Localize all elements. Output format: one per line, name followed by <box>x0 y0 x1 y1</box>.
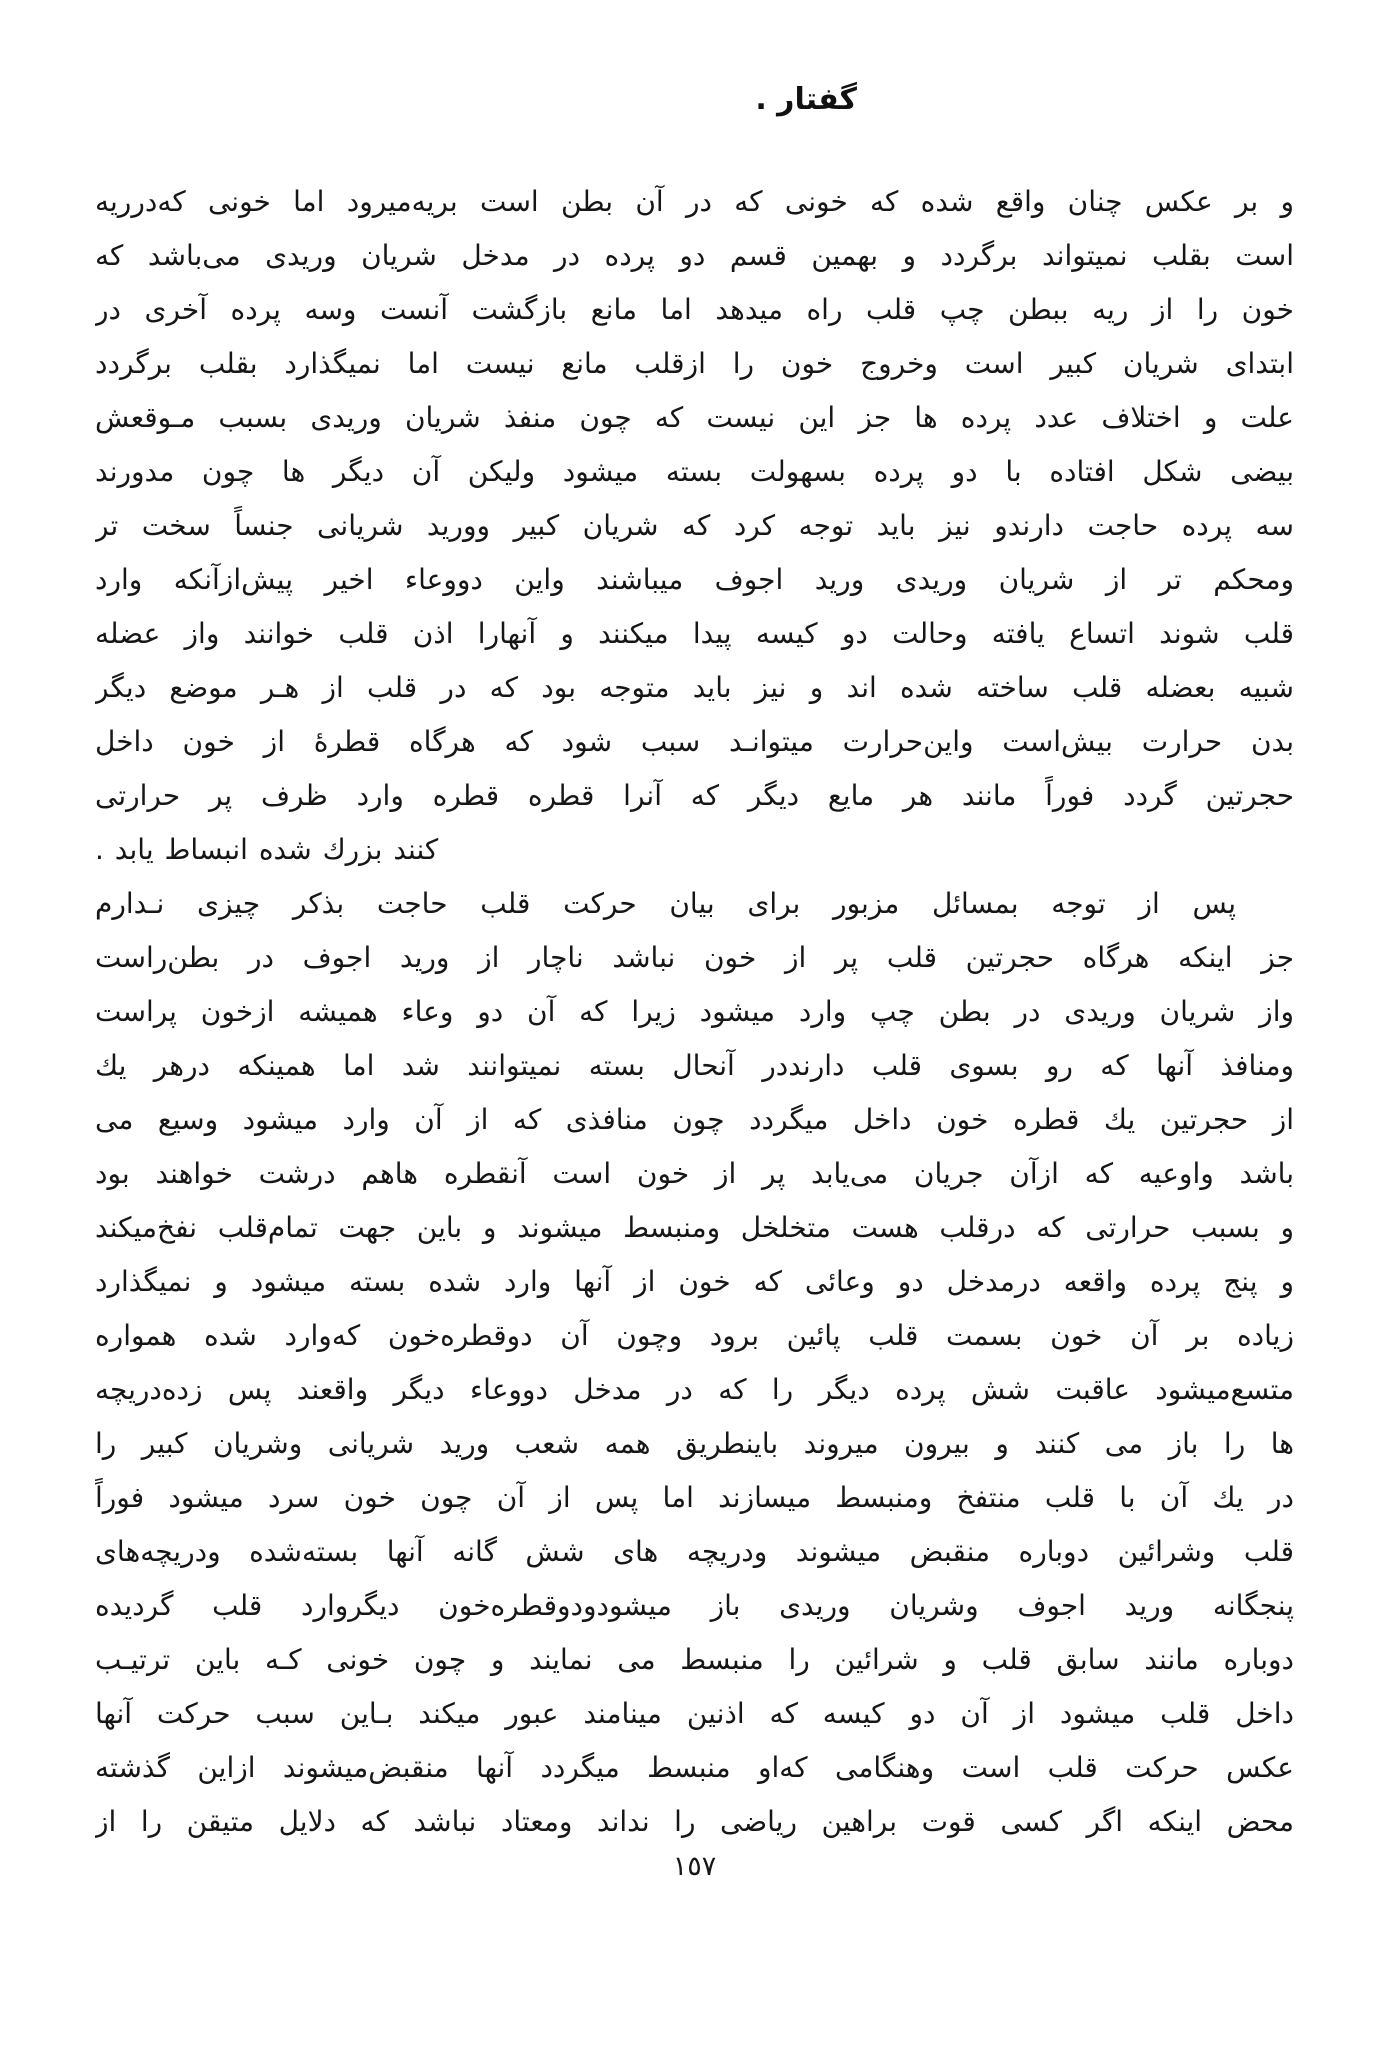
chapter-heading: گفتار . <box>755 82 857 117</box>
text-line: جز اینکه هرگاه حجرتین قلب پر از خون نباشد ناچار از ورید اجوف در بطن‌راست <box>95 941 1294 974</box>
text-line: کنند بزرك شده انبساط یابد . <box>95 833 439 866</box>
text-line: ها را باز می کنند و بیرون میروند باینطریق همه شعب ورید شریانی وشریان کبیر را <box>95 1427 1294 1460</box>
text-line: پس از توجه بمسائل مزبور برای بیان حرکت قلب حاجت بذکر چیزی نـدارم <box>95 887 1236 920</box>
text-line: و پنج پرده واقعه درمدخل دو وعائی که خون از آنها وارد شده بسته میشود و نمیگذارد <box>95 1265 1294 1298</box>
text-line: از حجرتین یك قطره خون داخل میگردد چون منافذی که از آن وارد میشود وسیع می <box>95 1103 1294 1136</box>
text-line: عکس حرکت قلب است وهنگامی که‌او منبسط میگردد آنها منقبض‌میشوند ازاین گذشته <box>95 1751 1294 1784</box>
text-line: بدن حرارت بیش‌است واین‌حرارت میتوانـد سبب شود که هرگاه قطرهٔ از خون داخل <box>95 725 1294 758</box>
text-line: شبیه بعضله قلب ساخته شده اند و نیز باید متوجه بود که در قلب از هـر موضع دیگر <box>95 671 1294 704</box>
text-line: ومحکم تر از شریان وریدی ورید اجوف میباشند واین دووعاء اخیر پیش‌ازآنکه وارد <box>95 563 1294 596</box>
text-line: ابتدای شریان کبیر است وخروج خون را ازقلب مانع نیست اما نمیگذارد بقلب برگردد <box>95 347 1294 380</box>
text-line: دوباره مانند سابق قلب و شرائین را منبسط می نمایند و چون خونی کـه باین ترتیـب <box>95 1643 1294 1676</box>
text-block <box>95 175 1294 1849</box>
text-line: و بر عکس چنان واقع شده که خونی که در آن بطن است بریه‌میرود اما خونی که‌درریه <box>95 185 1294 218</box>
text-line: محض اینکه اگر کسی قوت براهین ریاضی را نداند ومعتاد نباشد که دلایل متیقن را از <box>95 1805 1294 1838</box>
text-line: و بسبب حرارتی که درقلب هست متخلخل ومنبسط میشوند و باین جهت تمام‌قلب نفخ‌میکند <box>95 1211 1294 1244</box>
text-line: قلب شوند اتساع یافته وحالت دو کیسه پیدا میکنند و آنهارا اذن قلب خوانند واز عضله <box>95 617 1294 650</box>
text-line: داخل قلب میشود از آن دو کیسه که اذنین مینامند عبور میکند بـاین سبب حرکت آنها <box>95 1697 1294 1730</box>
text-line: حجرتین گردد فوراً مانند هر مایع دیگر که آنرا قطره قطره وارد ظرف پر حرارتی <box>95 779 1294 812</box>
text-line: واز شریان وریدی در بطن چپ وارد میشود زیرا که آن دو وعاء همیشه ازخون پراست <box>95 995 1294 1028</box>
text-line: بیضی شکل افتاده با دو پرده بسهولت بسته میشود ولیکن آن دیگر ها چون مدورند <box>95 455 1294 488</box>
text-line: پنجگانه ورید اجوف وشریان وریدی باز میشودودوقطره‌خون دیگروارد قلب گردیده <box>95 1589 1294 1622</box>
text-line: سه پرده حاجت دارندو نیز باید توجه کرد که شریان کبیر وورید شریانی جنساً سخت تر <box>95 509 1294 542</box>
text-line: متسع‌میشود عاقبت شش پرده دیگر را که در مدخل دووعاء دیگر واقعند پس زده‌دریچه <box>95 1373 1294 1406</box>
text-line: علت و اختلاف عدد پرده ها جز این نیست که چون منفذ شریان وریدی بسبب مـوقعش <box>95 401 1294 434</box>
text-line: ومنافذ آنها که رو بسوی قلب دارنددر آنحال بسته نمیتوانند شد اما همینکه درهر یك <box>95 1049 1294 1082</box>
page-number: ١٥٧ <box>672 1851 717 1882</box>
text-line: قلب وشرائین دوباره منقبض میشوند ودریچه های شش گانه آنها بسته‌شده ودریچه‌های <box>95 1535 1294 1568</box>
text-line: باشد واوعیه که ازآن جریان می‌یابد پر از خون است آنقطره هاهم درشت خواهند بود <box>95 1157 1294 1190</box>
text-line: زیاده بر آن خون بسمت قلب پائین برود وچون آن دوقطره‌خون که‌وارد شده همواره <box>95 1319 1294 1352</box>
text-line: خون را از ریه ببطن چپ قلب راه میدهد اما مانع بازگشت آنست وسه پرده آخری در <box>95 293 1294 326</box>
text-line: است بقلب نمیتواند برگردد و بهمین قسم دو پرده در مدخل شریان وریدی می‌باشد که <box>95 239 1294 272</box>
text-line: در یك آن با قلب منتفخ ومنبسط میسازند اما پس از آن چون خون سرد میشود فوراً <box>95 1481 1294 1514</box>
